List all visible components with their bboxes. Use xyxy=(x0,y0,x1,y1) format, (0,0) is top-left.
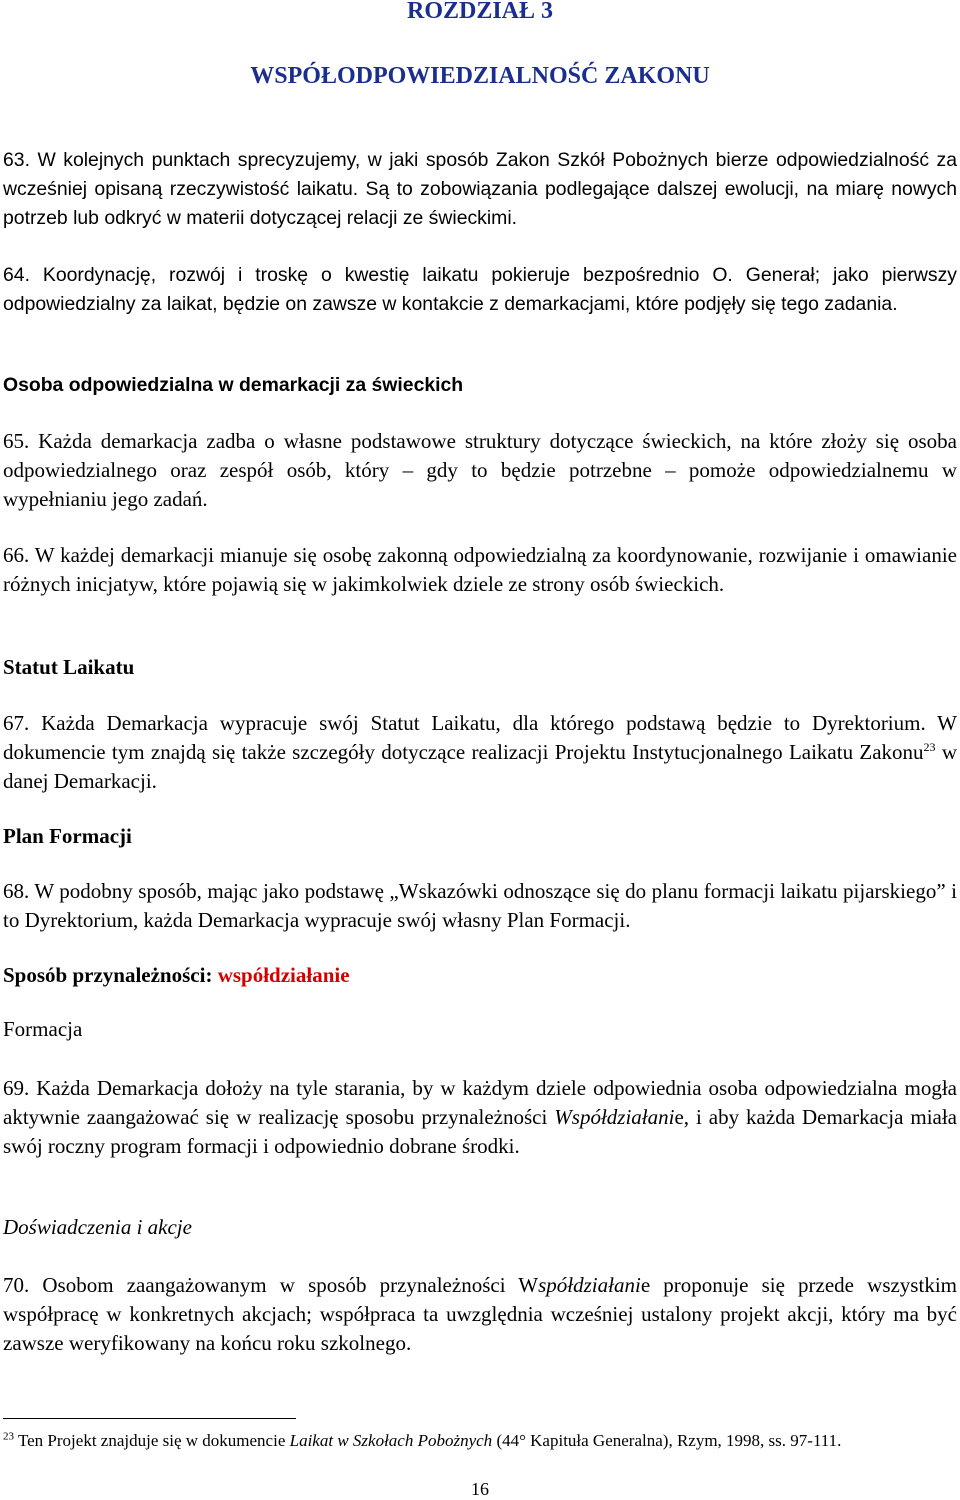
footnote-separator xyxy=(3,1418,296,1419)
paragraph-67-text: 67. Każda Demarkacja wypracuje swój Statut Laikatu, dla którego podstawą będzie to Dyrektorium. W dokumencie tym znajdą się także szczegóły dotyczące realizacji Projektu Instytucjonalnego Laikatu Zakonu xyxy=(3,711,957,764)
heading-statut-laikatu: Statut Laikatu xyxy=(3,655,135,679)
paragraph-70 xyxy=(3,1271,957,1358)
heading-sposob-label: Sposób przynależności: xyxy=(3,963,218,987)
heading-osoba-odpowiedzialna: Osoba odpowiedzialna w demarkacji za świeckich xyxy=(3,374,464,396)
heading-sposob-przynaleznosci xyxy=(3,963,350,988)
paragraph-68: 68. W podobny sposób, mając jako podstawę „Wskazówki odnoszące się do planu formacji laikatu pijarskiego” i to Dyrektorium, każda Demarkacja wypracuje swój własny Plan Formacji. xyxy=(3,879,957,932)
paragraph-69 xyxy=(3,1074,957,1161)
heading-plan-formacji: Plan Formacji xyxy=(3,824,132,848)
page-number: 16 xyxy=(471,1479,489,1499)
paragraph-70-text: 70. Osobom zaangażowanym w sposób przynależności W xyxy=(3,1273,539,1297)
heading-sposob-value: współdziałanie xyxy=(217,963,350,987)
footnote-number: 23 xyxy=(3,1430,14,1443)
chapter-title: WSPÓŁODPOWIEDZIALNOŚĆ ZAKONU xyxy=(250,63,710,89)
paragraph-69-italic: Współdziałani xyxy=(554,1105,675,1129)
paragraph-65: 65. Każda demarkacja zadba o własne podstawowe struktury dotyczące świeckich, na które złoży się osoba odpowiedzialnego oraz zespół osób, który – gdy to będzie potrzebne – pomoże odpowiedzialnemu w wypełnianiu jego zadań. xyxy=(3,429,957,511)
footnote-title: Laikat w Szkołach Pobożnych xyxy=(289,1431,493,1450)
paragraph-67-tail: w danej Demarkacji. xyxy=(3,740,957,793)
heading-doswiadczenia-i-akcje: Doświadczenia i akcje xyxy=(3,1215,192,1239)
paragraph-66: 66. W każdej demarkacji mianuje się osobę zakonną odpowiedzialną za koordynowanie, rozwijanie i omawianie różnych inicjatyw, które pojawią się w jakimkolwiek dziele ze strony osób świeckich. xyxy=(3,543,957,596)
paragraph-69-tail: e, i aby każda Demarkacja miała swój roczny program formacji i odpowiednio dobrane środki. xyxy=(3,1105,958,1158)
footnote-23 xyxy=(3,1428,957,1454)
footnote-text: Ten Projekt znajduje się w dokumencie xyxy=(14,1431,290,1450)
paragraph-70-italic: spółdziałani xyxy=(538,1273,641,1297)
footnote-tail: (44° Kapituła Generalna), Rzym, 1998, ss. 97-111. xyxy=(492,1431,842,1450)
heading-formacja: Formacja xyxy=(3,1017,83,1041)
chapter-number: ROZDZIAŁ 3 xyxy=(406,0,554,24)
paragraph-67 xyxy=(3,709,957,796)
paragraph-63: 63. W kolejnych punktach sprecyzujemy, w jaki sposób Zakon Szkół Pobożnych bierze odpowiedzialność za wcześniej opisaną rzeczywistość laikatu. Są to zobowiązania podlegające dalszej ewolucji, na miarę nowych potrzeb lub odkryć w materii dotyczącej relacji ze świeckimi. xyxy=(3,149,957,229)
paragraph-70-tail: e proponuje się przede wszystkim współpracę w konkretnych akcjach; współpraca ta uwzględnia wcześniej ustalony projekt akcji, który ma być zawsze weryfikowany na końcu roku szkolnego. xyxy=(3,1273,957,1355)
paragraph-64: 64. Koordynację, rozwój i troskę o kwestię laikatu pokieruje bezpośrednio O. Generał; jako pierwszy odpowiedzialny za laikat, będzie on zawsze w kontakcie z demarkacjami, które podjęły się tego zadania. xyxy=(3,264,957,315)
paragraph-69-text: 69. Każda Demarkacja dołoży na tyle starania, by w każdym dziele odpowiednia osoba odpowiedzialna mogła aktywnie zaangażować się w realizację sposobu przynależności xyxy=(3,1076,957,1129)
footnote-reference: 23 xyxy=(923,740,936,754)
